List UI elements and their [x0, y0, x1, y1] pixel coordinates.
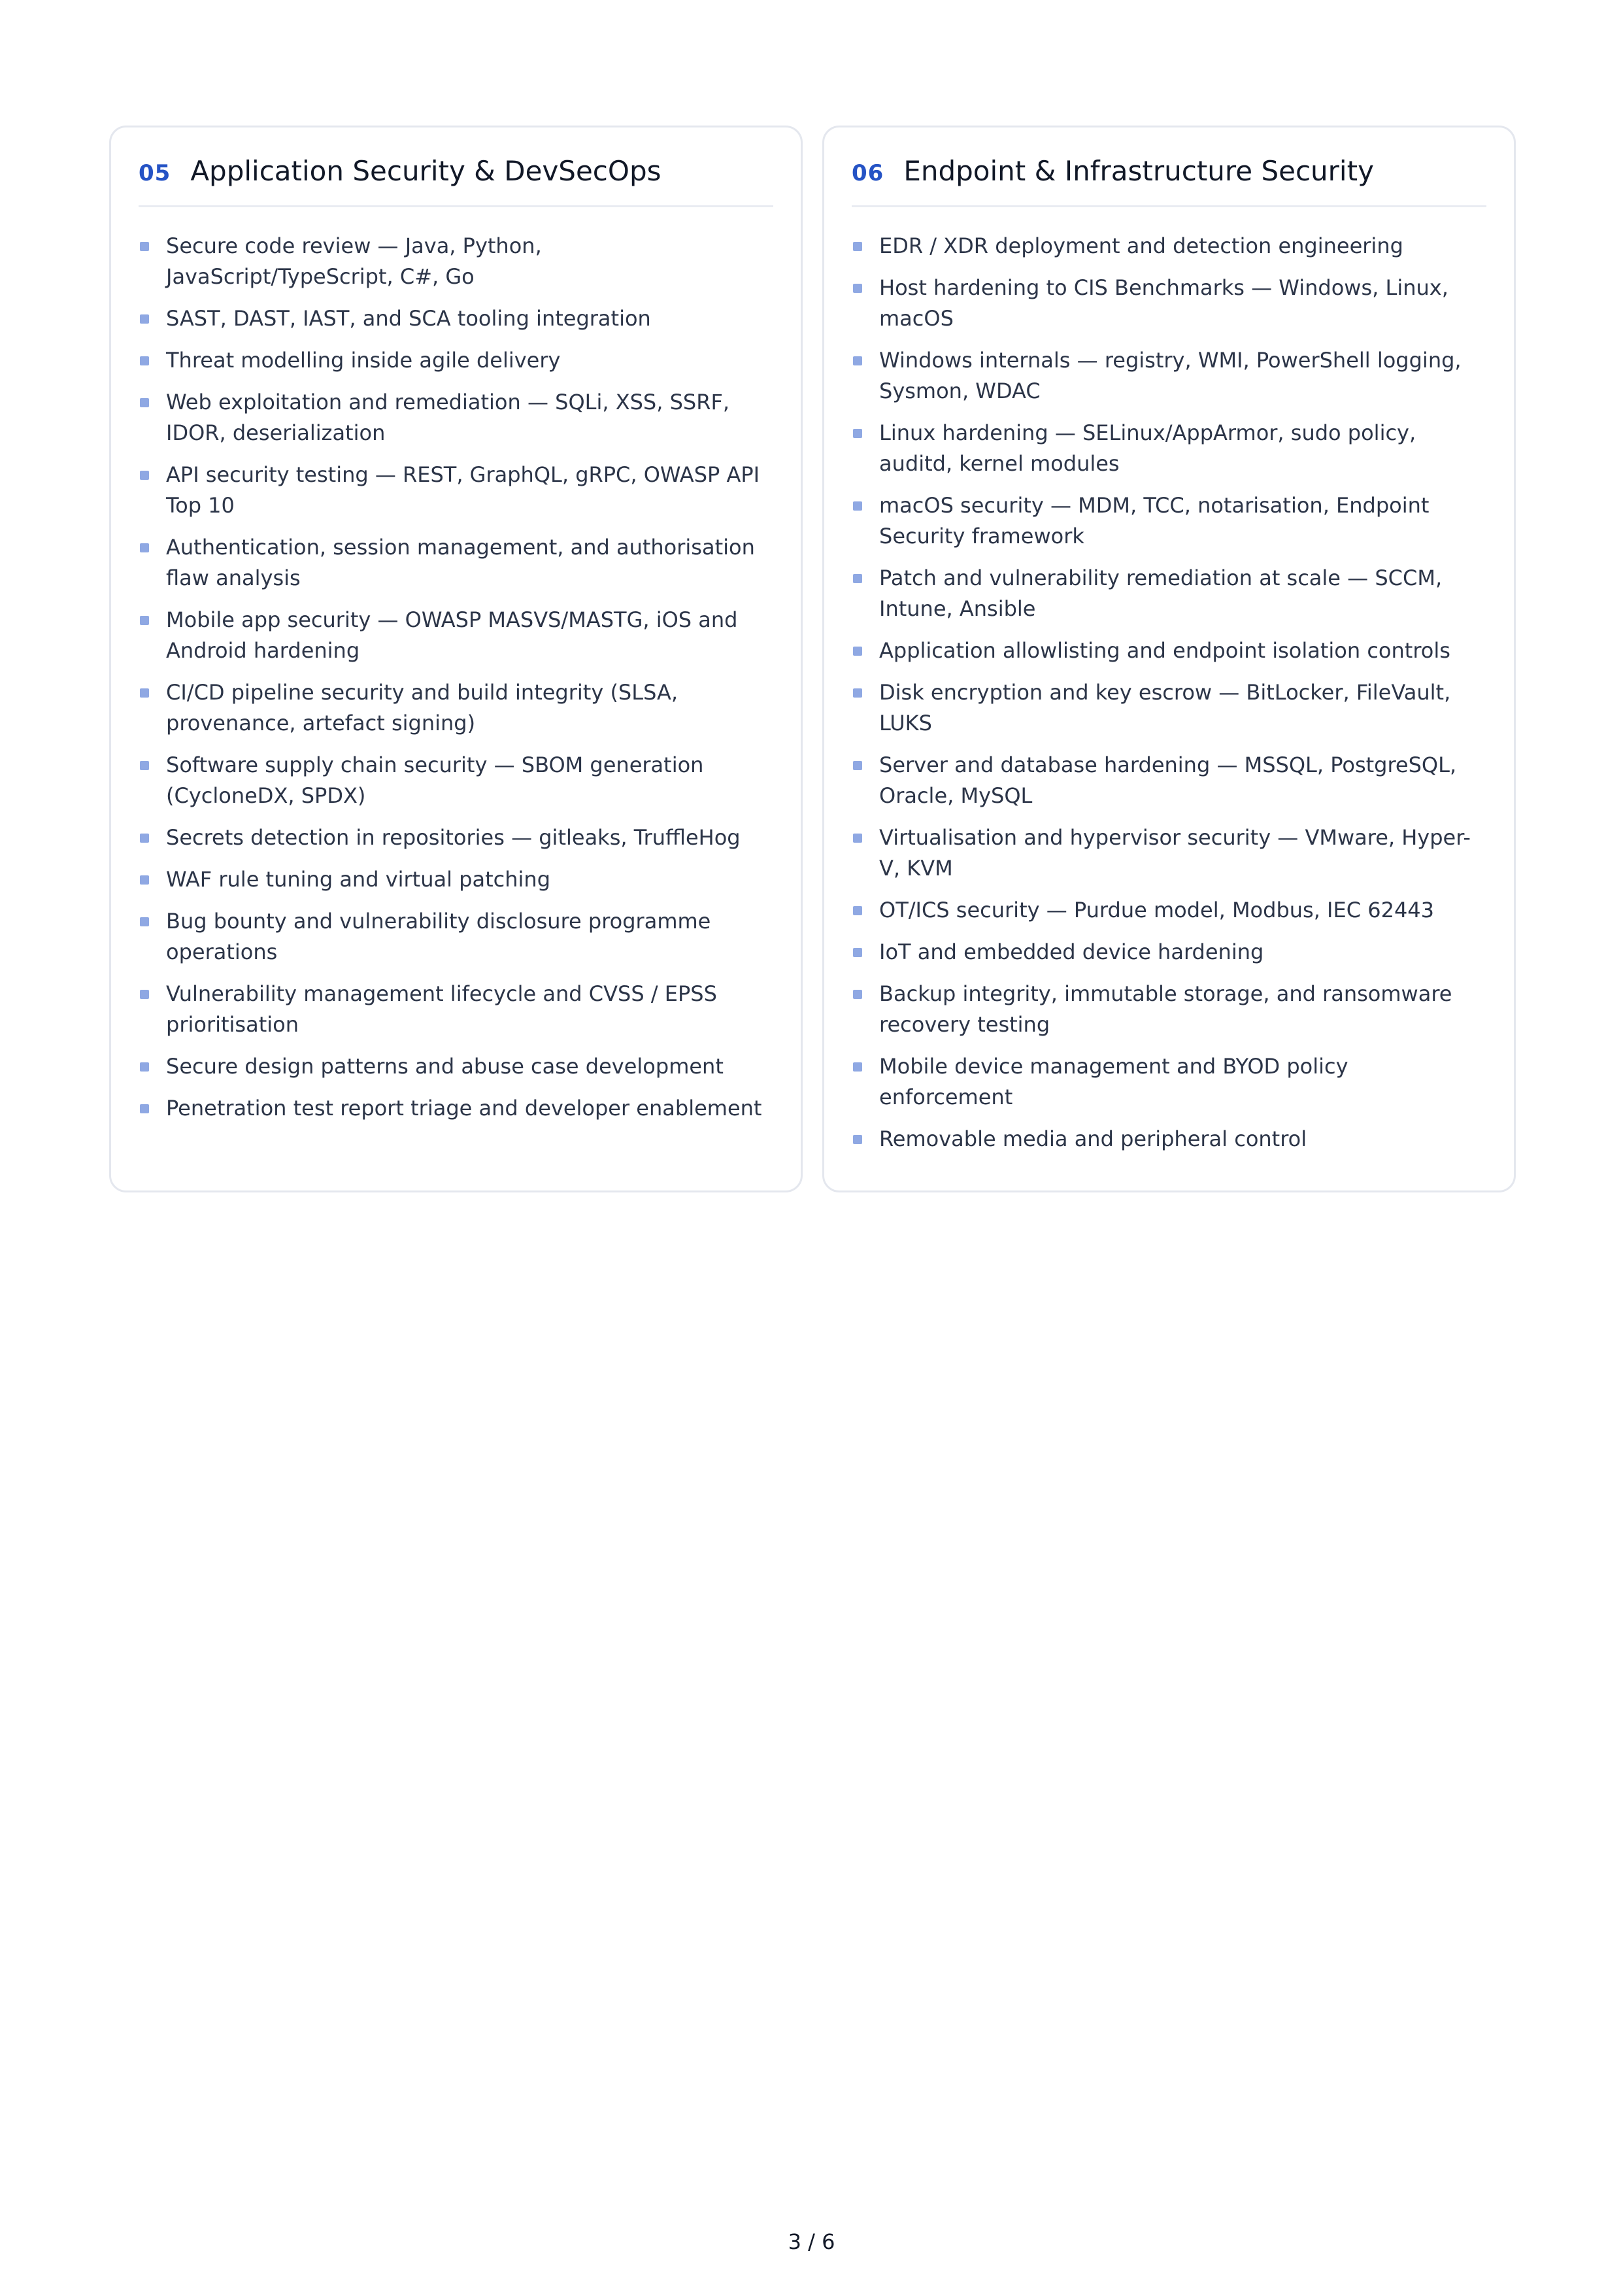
- square-bullet-icon: [140, 917, 149, 926]
- list-item: [139, 979, 773, 1040]
- list-item: [139, 906, 773, 968]
- list-item-text: Mobile app security — OWASP MASVS/MASTG, iOS and Android hardening: [166, 607, 738, 663]
- square-bullet-icon: [853, 356, 862, 365]
- list-item-text: Vulnerability management lifecycle and CVSS / EPSS prioritisation: [166, 981, 717, 1037]
- list-item: [852, 822, 1486, 884]
- list-item: [852, 490, 1486, 552]
- list-item-text: Application allowlisting and endpoint isolation controls: [879, 638, 1450, 663]
- square-bullet-icon: [140, 471, 149, 480]
- list-item: [139, 387, 773, 448]
- list-item: [139, 460, 773, 521]
- square-bullet-icon: [140, 688, 149, 698]
- square-bullet-icon: [853, 948, 862, 957]
- list-item: [139, 532, 773, 594]
- list-item: [139, 822, 773, 853]
- square-bullet-icon: [853, 574, 862, 583]
- square-bullet-icon: [140, 543, 149, 552]
- square-bullet-icon: [853, 906, 862, 915]
- card-header: [139, 155, 773, 207]
- list-item-text: Host hardening to CIS Benchmarks — Windows, Linux, macOS: [879, 275, 1448, 331]
- square-bullet-icon: [140, 1062, 149, 1072]
- list-item-text: IoT and embedded device hardening: [879, 939, 1264, 964]
- list-item: [139, 864, 773, 895]
- list-item-text: Linux hardening — SELinux/AppArmor, sudo policy, auditd, kernel modules: [879, 420, 1416, 476]
- list-item: [852, 563, 1486, 624]
- skill-cards: [109, 126, 1516, 1192]
- list-item: [139, 1051, 773, 1082]
- square-bullet-icon: [140, 875, 149, 885]
- list-item-text: Disk encryption and key escrow — BitLocker, FileVault, LUKS: [879, 680, 1451, 735]
- card-item-list: [139, 231, 773, 1124]
- list-item-text: SAST, DAST, IAST, and SCA tooling integration: [166, 306, 651, 331]
- list-item-text: OT/ICS security — Purdue model, Modbus, IEC 62443: [879, 898, 1435, 922]
- square-bullet-icon: [853, 647, 862, 656]
- list-item: [852, 635, 1486, 666]
- list-item-text: CI/CD pipeline security and build integrity (SLSA, provenance, artefact signing): [166, 680, 678, 735]
- list-item-text: Software supply chain security — SBOM generation (CycloneDX, SPDX): [166, 752, 704, 808]
- card-number: 05: [139, 160, 171, 186]
- list-item-text: Threat modelling inside agile delivery: [166, 348, 561, 373]
- list-item-text: EDR / XDR deployment and detection engineering: [879, 233, 1403, 258]
- list-item: [139, 345, 773, 376]
- card-title: Application Security & DevSecOps: [190, 155, 661, 187]
- list-item-text: Patch and vulnerability remediation at scale — SCCM, Intune, Ansible: [879, 566, 1443, 621]
- square-bullet-icon: [853, 284, 862, 293]
- list-item: [852, 895, 1486, 926]
- list-item-text: Secure code review — Java, Python, JavaScript/TypeScript, C#, Go: [166, 233, 542, 289]
- list-item-text: Backup integrity, immutable storage, and ransomware recovery testing: [879, 981, 1452, 1037]
- list-item-text: macOS security — MDM, TCC, notarisation, Endpoint Security framework: [879, 493, 1430, 549]
- list-item-text: Bug bounty and vulnerability disclosure programme operations: [166, 909, 711, 964]
- square-bullet-icon: [140, 990, 149, 999]
- list-item-text: Web exploitation and remediation — SQLi, XSS, SSRF, IDOR, deserialization: [166, 390, 730, 445]
- card-number: 06: [852, 160, 884, 186]
- list-item: [852, 677, 1486, 739]
- square-bullet-icon: [140, 834, 149, 843]
- list-item: [139, 303, 773, 334]
- square-bullet-icon: [853, 1135, 862, 1144]
- card-title: Endpoint & Infrastructure Security: [903, 155, 1374, 187]
- list-item: [852, 231, 1486, 262]
- list-item: [852, 937, 1486, 968]
- square-bullet-icon: [140, 761, 149, 770]
- square-bullet-icon: [140, 616, 149, 625]
- card-endpoint-security: [822, 126, 1516, 1192]
- square-bullet-icon: [853, 242, 862, 251]
- list-item: [852, 345, 1486, 407]
- square-bullet-icon: [853, 429, 862, 438]
- card-application-security: [109, 126, 803, 1192]
- list-item: [852, 1051, 1486, 1113]
- square-bullet-icon: [853, 990, 862, 999]
- list-item-text: Server and database hardening — MSSQL, PostgreSQL, Oracle, MySQL: [879, 752, 1457, 808]
- list-item-text: Virtualisation and hypervisor security — VMware, Hyper-V, KVM: [879, 825, 1471, 881]
- list-item: [139, 1093, 773, 1124]
- list-item: [139, 605, 773, 666]
- list-item-text: Penetration test report triage and developer enablement: [166, 1096, 762, 1121]
- square-bullet-icon: [140, 1104, 149, 1113]
- list-item-text: Authentication, session management, and authorisation flaw analysis: [166, 535, 755, 590]
- list-item: [852, 418, 1486, 479]
- list-item-text: Removable media and peripheral control: [879, 1126, 1307, 1151]
- list-item: [852, 273, 1486, 334]
- square-bullet-icon: [853, 834, 862, 843]
- square-bullet-icon: [853, 761, 862, 770]
- card-header: [852, 155, 1486, 207]
- list-item: [139, 750, 773, 811]
- square-bullet-icon: [140, 398, 149, 407]
- list-item-text: WAF rule tuning and virtual patching: [166, 867, 550, 892]
- list-item: [852, 1124, 1486, 1155]
- list-item-text: Windows internals — registry, WMI, PowerShell logging, Sysmon, WDAC: [879, 348, 1462, 403]
- list-item: [852, 979, 1486, 1040]
- square-bullet-icon: [140, 356, 149, 365]
- square-bullet-icon: [140, 314, 149, 324]
- list-item-text: Secrets detection in repositories — gitleaks, TruffleHog: [166, 825, 741, 850]
- square-bullet-icon: [853, 501, 862, 511]
- square-bullet-icon: [853, 688, 862, 698]
- card-item-list: [852, 231, 1486, 1155]
- list-item: [139, 231, 773, 292]
- list-item-text: Mobile device management and BYOD policy enforcement: [879, 1054, 1348, 1109]
- list-item-text: API security testing — REST, GraphQL, gRPC, OWASP API Top 10: [166, 462, 760, 518]
- square-bullet-icon: [853, 1062, 862, 1072]
- page-number: 3 / 6: [788, 2229, 835, 2254]
- list-item-text: Secure design patterns and abuse case development: [166, 1054, 724, 1079]
- list-item: [852, 750, 1486, 811]
- square-bullet-icon: [140, 242, 149, 251]
- list-item: [139, 677, 773, 739]
